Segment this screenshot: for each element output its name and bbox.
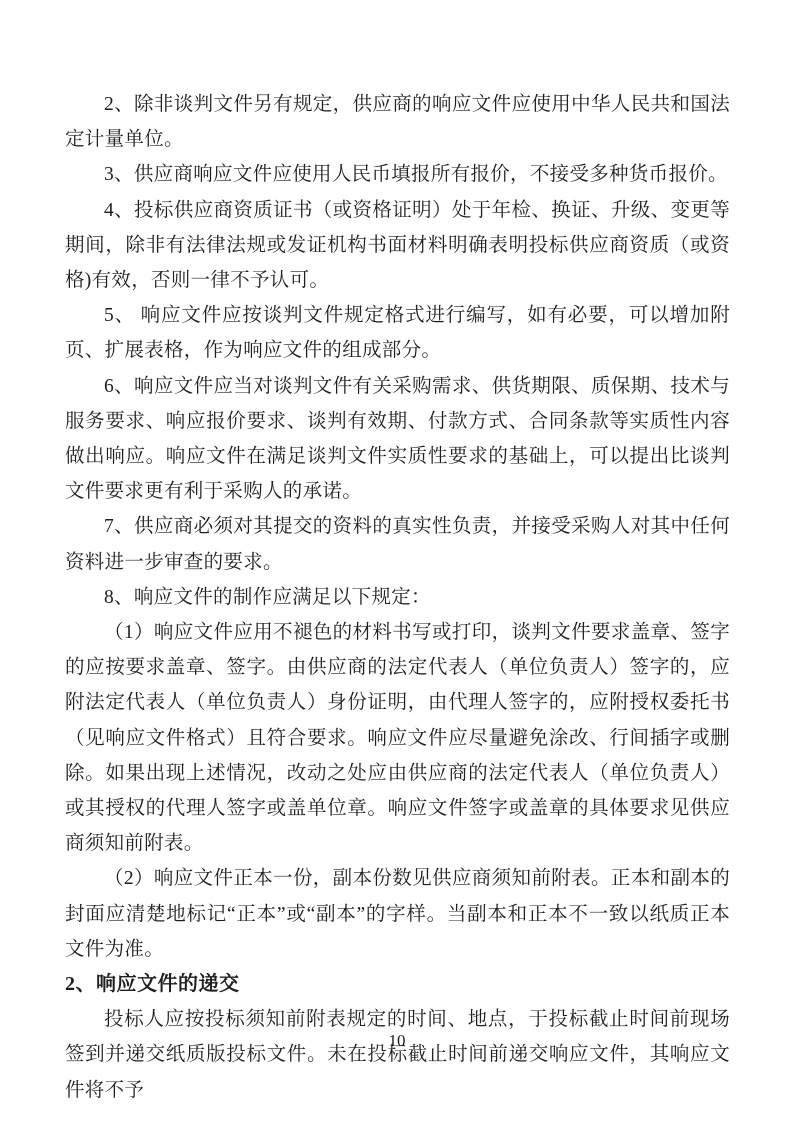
- document-body: [65, 87, 730, 1108]
- paragraph: 7、供应商必须对其提交的资料的真实性负责，并接受采购人对其中任何资料进一步审查的要求。: [65, 516, 730, 573]
- paragraph: 3、供应商响应文件应使用人民币填报所有报价，不接受多种货币报价。: [104, 164, 728, 186]
- paragraph: 2、除非谈判文件另有规定，供应商的响应文件应使用中华人民共和国法定计量单位。: [65, 94, 730, 151]
- paragraph: （2）响应文件正本一份，副本份数见供应商须知前附表。正本和副本的封面应清楚地标记“正本”或“副本”的字样。当副本和正本不一致以纸质正本文件为准。: [65, 868, 730, 960]
- paragraph: （1）响应文件应用不褪色的材料书写或打印，谈判文件要求盖章、签字的应按要求盖章、签字。由供应商的法定代表人（单位负责人）签字的，应附法定代表人（单位负责人）身份证明，由代理人签字的，应附授权委托书（见响应文件格式）且符合要求。响应文件应尽量避免涂改、行间插字或删除。如果出现上述情况，改动之处应由供应商的法定代表人（单位负责人）或其授权的代理人签字或盖单位章。响应文件签字或盖章的具体要求见供应商须知前附表。: [65, 622, 730, 855]
- paragraph: 5、 响应文件应按谈判文件规定格式进行编写，如有必要，可以增加附页、扩展表格，作为响应文件的组成部分。: [65, 305, 730, 362]
- paragraph: 6、响应文件应当对谈判文件有关采购需求、供货期限、质保期、技术与服务要求、响应报价要求、谈判有效期、付款方式、合同条款等实质性内容做出响应。响应文件在满足谈判文件实质性要求的基础上，可以提出比谈判文件要求更有利于采购人的承诺。: [65, 375, 730, 503]
- paragraph: 4、投标供应商资质证书（或资格证明）处于年检、换证、升级、变更等期间，除非有法律法规或发证机构书面材料明确表明投标供应商资质（或资格)有效，否则一律不予认可。: [65, 199, 730, 292]
- paragraph: 8、响应文件的制作应满足以下规定：: [104, 586, 431, 608]
- page-number: 10: [388, 1031, 406, 1050]
- section-heading: 2、响应文件的递交: [65, 973, 240, 996]
- paragraph: 投标人应按投标须知前附表规定的时间、地点，于投标截止时间前现场签到并递交纸质版投标文件。未在投标截止时间前递交响应文件，其响应文件将不予: [65, 1009, 730, 1101]
